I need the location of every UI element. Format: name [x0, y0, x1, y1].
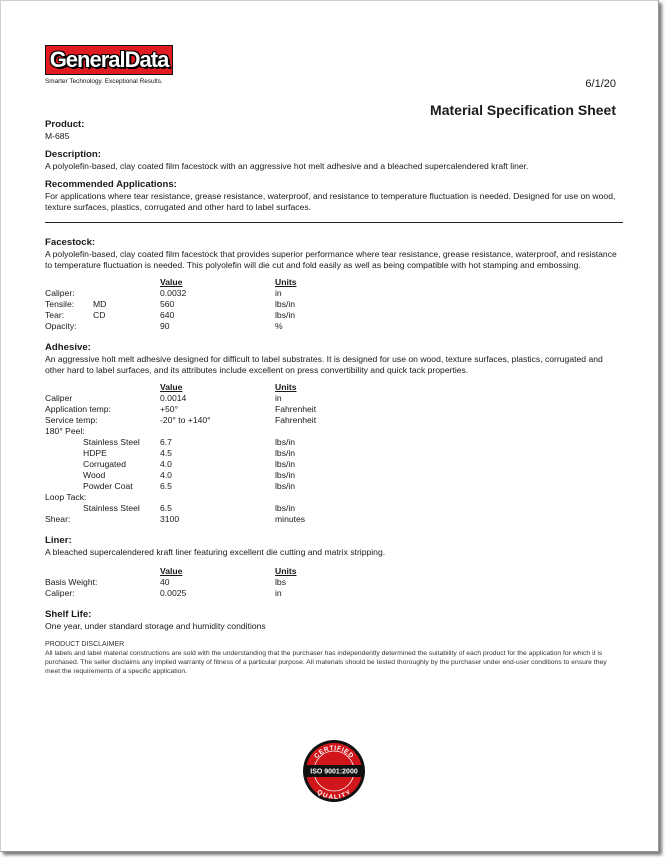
document-body: [45, 119, 623, 676]
table-row: [45, 426, 395, 437]
row-label: Caliper: [45, 393, 73, 403]
row-value: 0.0032: [160, 288, 187, 298]
row-label: HDPE: [83, 448, 107, 458]
row-value: 0.0025: [160, 588, 187, 598]
row-label: Powder Coat: [83, 481, 133, 491]
table-row: [45, 470, 395, 481]
row-label: Service temp:: [45, 415, 98, 425]
table-row: [45, 448, 395, 459]
row-value: +50°: [160, 404, 179, 414]
liner-text: A bleached supercalendered kraft liner featuring excellent die cutting and matrix stripping.: [45, 547, 386, 557]
row-units: in: [275, 393, 282, 403]
row-label: Application temp:: [45, 404, 111, 414]
row-units: lbs/in: [275, 310, 296, 320]
row-value: 4.5: [160, 448, 172, 458]
row-sublabel: MD: [93, 299, 107, 309]
table-row: [45, 437, 395, 448]
row-value: 90: [160, 321, 170, 331]
peel-label: 180° Peel:: [45, 426, 85, 436]
row-label: Tear:: [45, 310, 65, 320]
row-value: 6.5: [160, 503, 172, 513]
row-units: Fahrenheit: [275, 415, 317, 425]
row-value: 6.5: [160, 481, 172, 491]
loop-tack-label: Loop Tack:: [45, 492, 87, 502]
facestock-table: [45, 277, 395, 332]
iso-certified-seal-icon: [302, 739, 366, 803]
description-text: A polyolefin-based, clay coated film facestock with an aggressive hot melt adhesive and a bleached supercalendered kraft liner.: [45, 161, 529, 171]
disclaimer-heading: PRODUCT DISCLAIMER: [45, 641, 125, 648]
row-label: Caliper:: [45, 288, 75, 298]
row-label: Opacity:: [45, 321, 77, 331]
liner-units-header: Units: [275, 566, 297, 576]
row-label: Wood: [83, 470, 106, 480]
row-value: 4.0: [160, 470, 172, 480]
row-units: lbs/in: [275, 481, 296, 491]
liner-table: [45, 566, 395, 599]
row-units: lbs/in: [275, 299, 296, 309]
facestock-heading: Facestock:: [45, 237, 96, 248]
table-row: [45, 577, 395, 588]
table-row: [45, 310, 395, 321]
table-row: [45, 459, 395, 470]
adhesive-table: [45, 382, 395, 525]
adhesive-heading: Adhesive:: [45, 342, 91, 353]
generaldata-logo: [45, 45, 173, 85]
table-row: [45, 514, 395, 525]
document-title: Material Specification Sheet: [430, 102, 616, 118]
row-units: %: [275, 321, 283, 331]
liner-value-header: Value: [160, 566, 183, 576]
facestock-units-header: Units: [275, 277, 297, 287]
table-row: [45, 321, 395, 332]
row-value: 40: [160, 577, 170, 587]
applications-heading: Recommended Applications:: [45, 179, 177, 190]
table-row: [45, 299, 395, 310]
row-label: Basis Weight:: [45, 577, 98, 587]
seal-bottom-text: QUALITY: [315, 788, 353, 802]
logo-badge: [45, 45, 173, 75]
table-row: [45, 393, 395, 404]
logo-tagline: Smarter Technology. Exceptional Results.: [45, 78, 163, 85]
row-label: Caliper:: [45, 588, 75, 598]
row-units: lbs/in: [275, 448, 296, 458]
document-date: 6/1/20: [585, 78, 616, 90]
row-value: 4.0: [160, 459, 172, 469]
liner-heading: Liner:: [45, 535, 72, 546]
row-units: lbs/in: [275, 437, 296, 447]
row-units: in: [275, 588, 282, 598]
shelf-life-heading: Shelf Life:: [45, 609, 92, 620]
row-label: Corrugated: [83, 459, 126, 469]
row-units: Fahrenheit: [275, 404, 317, 414]
adhesive-text: An aggressive holt melt adhesive designed for difficult to label substrates. It is designed for use on wood, texture surfaces, plastics, corrugated and other hard to label surfaces, and its attributes include excellent on press convertibility and quick tack properties.: [45, 354, 603, 375]
product-heading: Product:: [45, 119, 85, 130]
row-value: -20° to +140°: [160, 415, 211, 425]
shelf-life-text: One year, under standard storage and humidity conditions: [45, 621, 266, 631]
table-row: [45, 404, 395, 415]
row-value: 0.0014: [160, 393, 187, 403]
row-sublabel: CD: [93, 310, 106, 320]
logo-wordmark: GeneralData: [49, 47, 169, 72]
facestock-value-header: Value: [160, 277, 183, 287]
table-row: [45, 503, 395, 514]
row-label: Tensile:: [45, 299, 75, 309]
row-label: Stainless Steel: [83, 503, 140, 513]
seal-middle-text: ISO 9001:2000: [310, 768, 358, 776]
row-units: lbs: [275, 577, 286, 587]
row-value: 3100: [160, 514, 180, 524]
row-value: 6.7: [160, 437, 172, 447]
row-units: lbs/in: [275, 459, 296, 469]
applications-text: For applications where tear resistance, grease resistance, waterproof, and resistance to temperature fluctuation is needed. Designed for use on wood, texture surfaces, plastics, corrugated and other hard to label surfaces.: [45, 191, 616, 212]
row-units: lbs/in: [275, 470, 296, 480]
row-units: minutes: [275, 514, 306, 524]
section-divider: [45, 222, 623, 223]
description-heading: Description:: [45, 149, 101, 160]
table-row: [45, 415, 395, 426]
row-value: 640: [160, 310, 175, 320]
table-row: [45, 481, 395, 492]
facestock-text: A polyolefin-based, clay coated film facestock that provides superior performance where tear resistance, grease resistance, waterproof, and resistance to temperature fluctuation is needed. This polyolefin will die cut and fold easily as well as being compatible with hot stamping and embossing.: [45, 249, 617, 270]
adhesive-units-header: Units: [275, 382, 297, 392]
seal-top-text: CERTIFIED: [313, 744, 355, 761]
row-units: lbs/in: [275, 503, 296, 513]
table-row: [45, 588, 395, 599]
adhesive-value-header: Value: [160, 382, 183, 392]
row-label: Stainless Steel: [83, 437, 140, 447]
product-value: M-685: [45, 131, 70, 141]
table-row: [45, 288, 395, 299]
row-units: in: [275, 288, 282, 298]
disclaimer-text: All labels and label material constructions are sold with the understanding that the purchaser has independently determined the suitability of each product for the application for which it is purchased. The seller disclaims any implied warranty of fitness of a particular purpose. All materials should be tested thoroughly by the purchaser under end-user conditions to ensure they meet the requirements of a specific application.: [45, 650, 607, 675]
row-value: 560: [160, 299, 175, 309]
table-row: [45, 492, 395, 503]
row-label: Shear:: [45, 514, 71, 524]
